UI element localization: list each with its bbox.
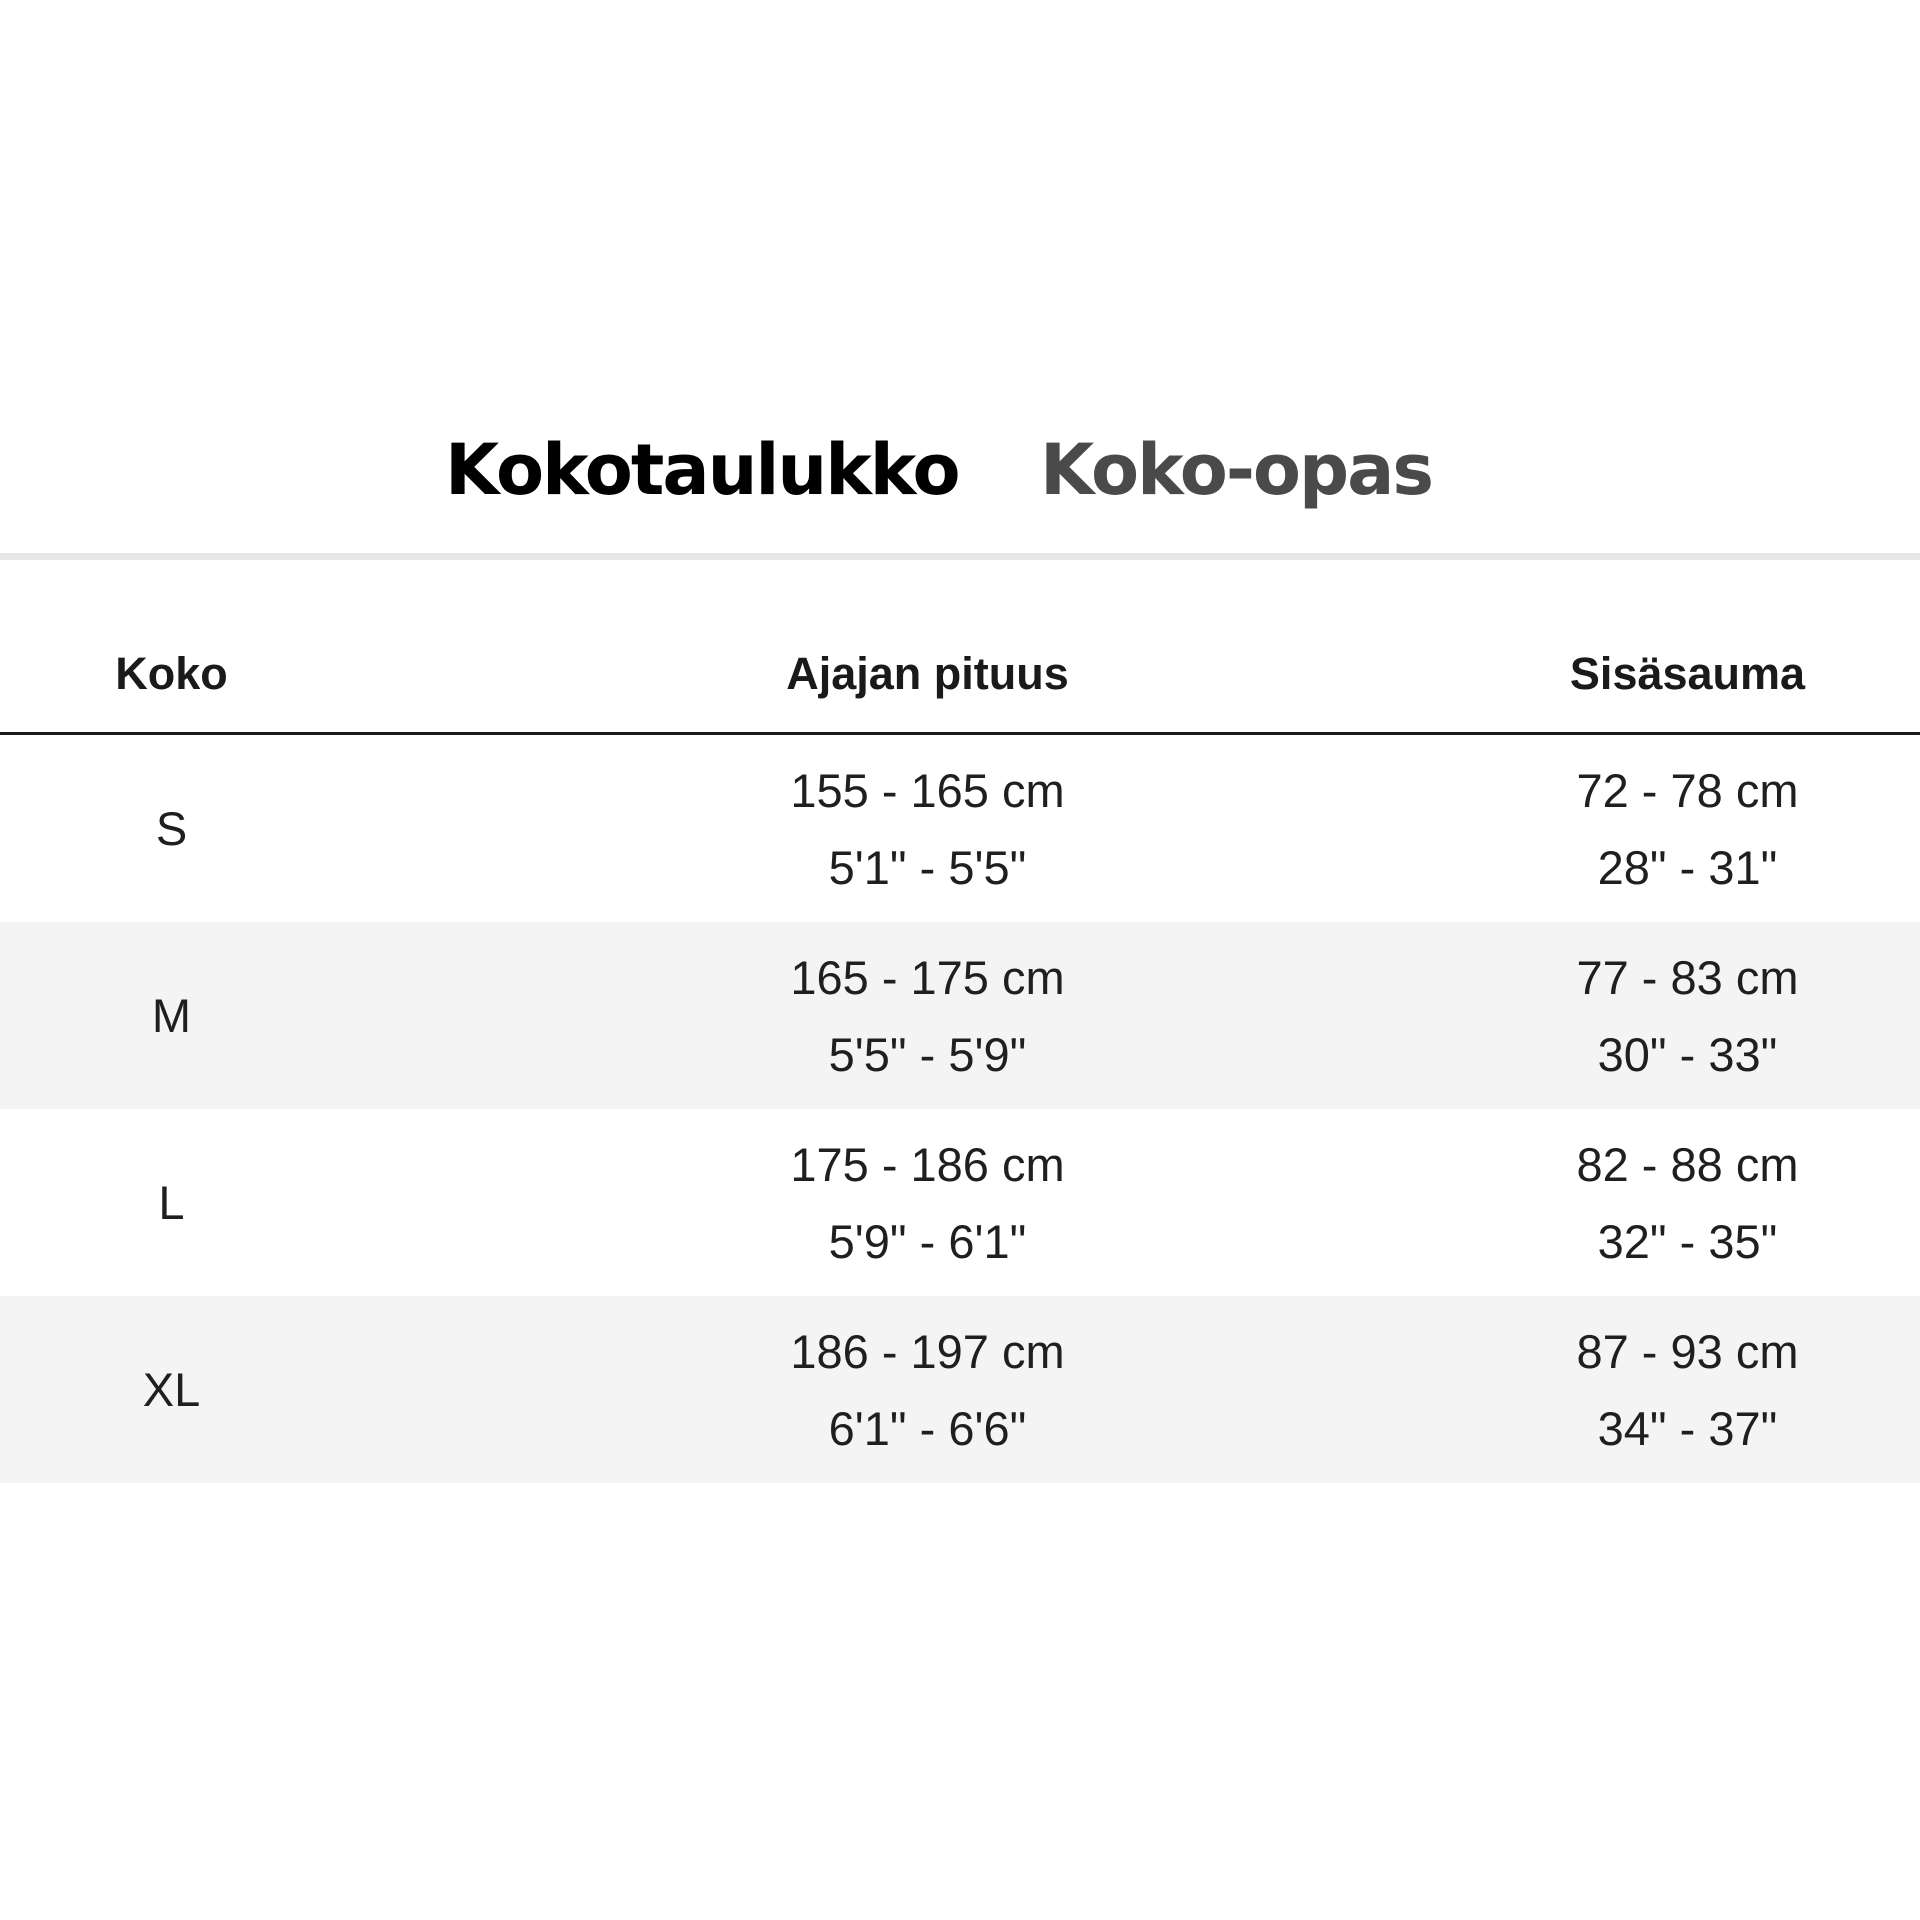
inseam-in: 28" - 31" xyxy=(1597,840,1778,894)
size-cell: XL xyxy=(142,1363,201,1416)
inseam-in: 34" - 37" xyxy=(1597,1401,1778,1455)
rider-height-cell xyxy=(525,1296,1330,1483)
height-cm: 165 - 175 cm xyxy=(790,950,1065,1004)
tab-size-guide[interactable]: Koko-opas xyxy=(1040,429,1433,511)
table-row xyxy=(0,735,1920,922)
inseam-cell xyxy=(1330,1109,1920,1296)
rider-height-cell xyxy=(525,735,1330,922)
size-cell: L xyxy=(158,1176,185,1229)
height-cm: 186 - 197 cm xyxy=(790,1324,1065,1378)
inseam-cm: 87 - 93 cm xyxy=(1576,1324,1799,1378)
height-in: 6'1" - 6'6" xyxy=(828,1401,1027,1455)
rider-height-cell xyxy=(525,1109,1330,1296)
height-in: 5'5" - 5'9" xyxy=(828,1027,1027,1081)
inseam-cell xyxy=(1330,735,1920,922)
height-in: 5'1" - 5'5" xyxy=(828,840,1027,894)
inseam-cell xyxy=(1330,1296,1920,1483)
tab-size-chart[interactable]: Kokotaulukko xyxy=(445,429,959,511)
header-inseam: Sisäsauma xyxy=(1569,648,1806,699)
height-cm: 155 - 165 cm xyxy=(790,763,1065,817)
height-cm: 175 - 186 cm xyxy=(790,1137,1065,1191)
table-row xyxy=(0,922,1920,1109)
height-in: 5'9" - 6'1" xyxy=(828,1214,1027,1268)
size-cell: S xyxy=(155,802,188,855)
size-table xyxy=(0,615,1920,1483)
tab-bar-divider xyxy=(0,553,1920,560)
inseam-cm: 72 - 78 cm xyxy=(1576,763,1799,817)
table-row xyxy=(0,1296,1920,1483)
header-rider-height: Ajajan pituus xyxy=(786,648,1069,699)
inseam-cm: 77 - 83 cm xyxy=(1576,950,1799,1004)
table-header xyxy=(0,615,1920,735)
inseam-cell xyxy=(1330,922,1920,1109)
tab-bar xyxy=(0,420,1920,520)
rider-height-cell xyxy=(525,922,1330,1109)
table-row xyxy=(0,1109,1920,1296)
inseam-in: 30" - 33" xyxy=(1597,1027,1778,1081)
inseam-cm: 82 - 88 cm xyxy=(1576,1137,1799,1191)
size-cell: M xyxy=(151,989,192,1042)
header-size: Koko xyxy=(115,648,228,699)
inseam-in: 32" - 35" xyxy=(1597,1214,1778,1268)
